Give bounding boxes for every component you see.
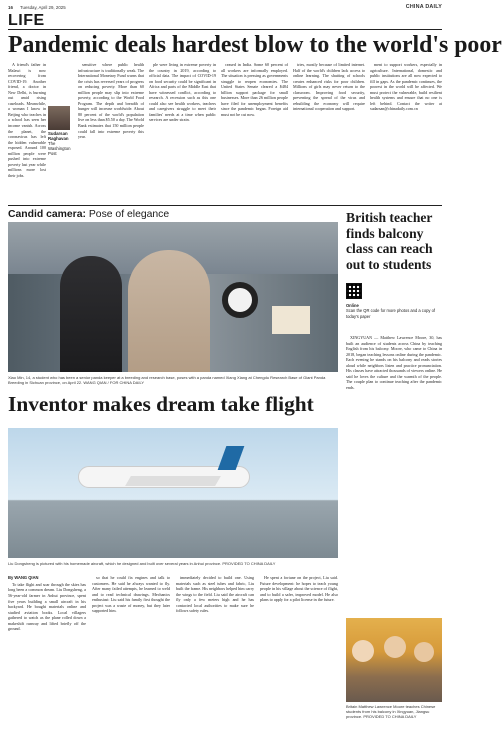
inventor-byline: By WANG QIAN <box>8 575 39 580</box>
lead-col3-text: ple were living in extreme poverty in the country in 2019, according to official data. The impact of COVID-19 on food security could be significant in Africa and parts of the Middle East that have witnessed conflict, according to research. A recession such as this one could also see health workers, teachers and caregivers struggle to meet their families' needs at a time when public services are under strain. <box>149 62 216 123</box>
page-number: 16 <box>8 5 13 10</box>
online-text: Scan the QR code for more photos and a copy of today's paper <box>346 308 435 319</box>
lead-col5-text: tries, mostly because of limited internet. Half of the world's children lack access to online learning. The shutting of schools creates enhanced risks for poor children. Millions of girls may never return to the classroom. Improving food security, preventing the spread of the virus and rebuilding the economy will require international cooperation and support. <box>293 62 365 112</box>
inventor-column-2 <box>92 575 170 743</box>
aircraft-photo <box>8 428 338 558</box>
inventor-col1-text: To take flight and soar through the skies has long been a common dream. Liu Dongsheng, a 56-year-old farmer in Anhui province, spent five years building a small aircraft in his backyard. He bought materials online and studied aviation books. Local villagers gathered to watch as the plane rolled down a makeshift runway and lifted briefly off the ground. <box>8 581 86 632</box>
lower-rule <box>8 205 442 206</box>
brand-logo: CHINA DAILY <box>405 4 442 10</box>
section-title: LIFE <box>8 12 45 29</box>
right-column <box>346 335 442 613</box>
masthead <box>8 5 442 13</box>
lead-col2-text: sensitive where public health infrastructure is traditionally weak. The International Monetary Fund warns that the crisis has reversed years of progress on reducing poverty. More than 60 million people may slip into extreme poverty, according to the World Food Program. The depth and breadth of hunger will increase worldwide. About 80 percent of the world's population live on less than $5.50 a day. The World Bank estimates that 150 million people could fall into extreme poverty this year. <box>78 62 144 140</box>
inventor-col4-text: He spent a fortune on the project, Liu said. Future development: he hopes to teach young people in his village about the science of flight, and to build a safer, improved model. He also plans to apply for a pilot license in the future. <box>260 575 338 603</box>
issue-date: Tuesday, April 29, 2025 <box>20 5 66 10</box>
lead-column-1 <box>8 62 46 200</box>
section-rule <box>8 29 442 30</box>
online-note <box>346 303 442 319</box>
lead-column-4 <box>221 62 288 200</box>
photo-caption-2: Liu Dongsheng is pictured with his homemade aircraft, which he designed and built over several years in Anhui province. PROVIDED TO CHINA DAILY <box>8 561 276 566</box>
online-label: Online <box>346 303 359 308</box>
lead-column-5 <box>293 62 365 200</box>
lead-headline: Pandemic deals hardest blow to the world's poor <box>8 32 502 58</box>
candid-label: Candid camera: <box>8 209 86 220</box>
lead-col6-text: ment to support workers, especially in agriculture. International, domestic and public institutions are all now expected to fill in gaps. As the pandemic continues, the poorest in the world will be affected. We must protect the vulnerable, build resilient health systems and ensure that no one is left behind. Contact the writer at sudarsan@chinadaily.com.cn <box>370 62 442 112</box>
author-byline <box>48 131 74 156</box>
author-photo <box>48 106 70 130</box>
candid-title: Pose of elegance <box>88 209 170 220</box>
right-headline: British teacher finds balcony class can reach out to students <box>346 210 433 272</box>
author-name: Sudarsan Raghavan <box>48 131 69 141</box>
inventor-column-4 <box>260 575 338 743</box>
photo-caption-3: Britain Matthew Lawrence Moore teaches Chinese students from his balcony in Xingyuan, Jiangsu province. PROVIDED TO CHINA DAILY <box>346 704 436 720</box>
lead-column-3 <box>149 62 216 200</box>
photo-feature-title <box>8 209 169 220</box>
panda-icon <box>222 282 258 318</box>
lead-col1-text: A friend's father in Malawi is now recovering from COVID-19. Another friend, a doctor in New Delhi, is burning out amid rising caseloads. Meanwhile, a woman I know in Beijing who teaches in a school has seen her income vanish. Across the planet, the coronavirus has left the hidden vulnerable exposed. Around 100 million people were pushed into extreme poverty last year while millions more lost their jobs. <box>8 62 46 178</box>
inventor-headline: Inventor makes dream take flight <box>8 392 314 416</box>
qr-code-icon[interactable] <box>346 283 362 299</box>
inventor-column-3 <box>176 575 254 743</box>
right-col-text: XINGYUAN — Matthew Lawrence Moore, 30, has built an audience of students across China by teaching English from his balcony. Moore, who came to China in 2018, began teaching lessons online during the pandemic. Each evening he stands on his balcony and reads stories aloud while neighbors listen and practice pronunciation. His classes have attracted thousands of viewers online. He said he loves the culture and the warmth of the people. The couple plan to continue teaching after the pandemic ends. <box>346 335 442 390</box>
photo-caption-1: Xiao Min, 14, a student who has been a senior panda keeper at a breeding and research base, poses with a panda named Xiang Xiang at Chengdu Research Base of Giant Panda Breeding in Sichuan province, on April 22. WANG QIAN / FOR CHINA DAILY <box>8 375 326 386</box>
balcony-class-photo <box>346 618 442 702</box>
inventor-col2-text: so that he could fix engines and talk to customers. He said he always wanted to fly. After many failed attempts, he learned to weld and to read technical drawings. Mechanics enthusiast: Liu said his family first thought the project was a waste of money, but they later supported him. <box>92 575 170 614</box>
lead-column-2 <box>78 62 144 200</box>
panda-keeper-photo <box>8 222 338 372</box>
inventor-col3-text: immediately decided to build one. Using materials such as steel tubes and fabric, Liu built the frame. His neighbors helped him carry the wings to the field. Liu said the aircraft can fly only a few meters high and he has contacted local authorities to make sure he follows safety rules. <box>176 575 254 614</box>
lead-column-6 <box>370 62 442 200</box>
lead-col4-text: ceased in India. Some 60 percent of all workers are informally employed. The situation is pressing as governments struggle to reopen economies. The United States Senate cleared a $484 billion support package for small businesses. More than 26 million people have filed for unemployment benefits since the pandemic began. Foreign aid must not be cut now. <box>221 62 288 117</box>
author-outlet: The Washington Post <box>48 141 71 156</box>
inventor-column-1 <box>8 575 86 743</box>
